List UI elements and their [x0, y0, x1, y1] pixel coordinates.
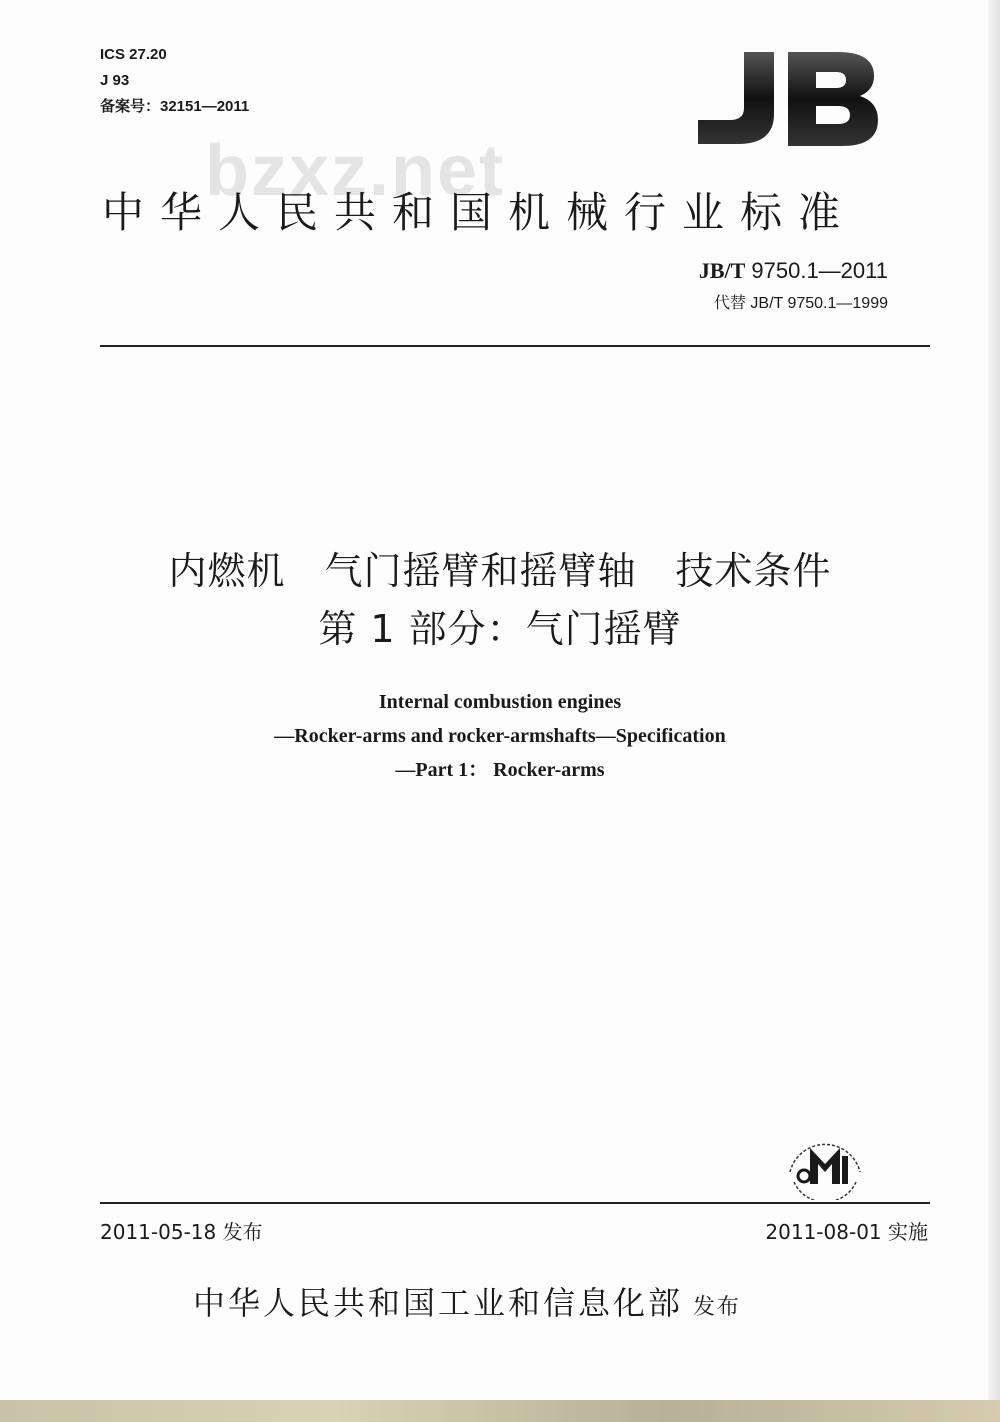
- footer-divider: [100, 1202, 930, 1204]
- standard-number: [699, 258, 888, 284]
- standard-category-title: 中华人民共和国机械行业标准: [102, 188, 857, 237]
- issuing-authority: [193, 1278, 741, 1324]
- issuer-name: 中华人民共和国工业和信息化部: [193, 1284, 684, 1322]
- title-en-line1: Internal combustion engines: [378, 691, 622, 713]
- issue-date: 2011-05-18 发布: [100, 1220, 263, 1244]
- replaces-standard: 代替 JB/T 9750.1—1999: [713, 295, 888, 312]
- title-cn-line1: 内燃机 气门摇臂和摇臂轴 技术条件: [168, 549, 832, 593]
- background-strip: [0, 1400, 1000, 1422]
- watermark: bzxz.net: [205, 131, 506, 211]
- record-number: 备案号：32151—2011: [100, 98, 250, 115]
- publisher-seal-icon: [780, 1130, 870, 1200]
- jb-logo-icon: [692, 48, 882, 148]
- title-cn-line2: 第 1 部分：气门摇臂: [318, 607, 682, 651]
- title-en-line3: —Part 1： Rocker-arms: [395, 759, 605, 781]
- standard-number-value: 9750.1—2011: [745, 258, 888, 283]
- standard-number-prefix: JB/T: [698, 258, 746, 283]
- effective-date: 2011-08-01 实施: [765, 1220, 928, 1244]
- header-divider: [100, 345, 930, 347]
- issuer-suffix: 发布: [693, 1295, 742, 1320]
- classification-block: [100, 42, 249, 120]
- title-en-line2: —Rocker-arms and rocker-armshafts—Specification: [274, 725, 726, 747]
- classification-code: J 93: [100, 72, 130, 89]
- ics-code: ICS 27.20: [100, 46, 167, 63]
- page-edge-shadow: [988, 0, 1000, 1400]
